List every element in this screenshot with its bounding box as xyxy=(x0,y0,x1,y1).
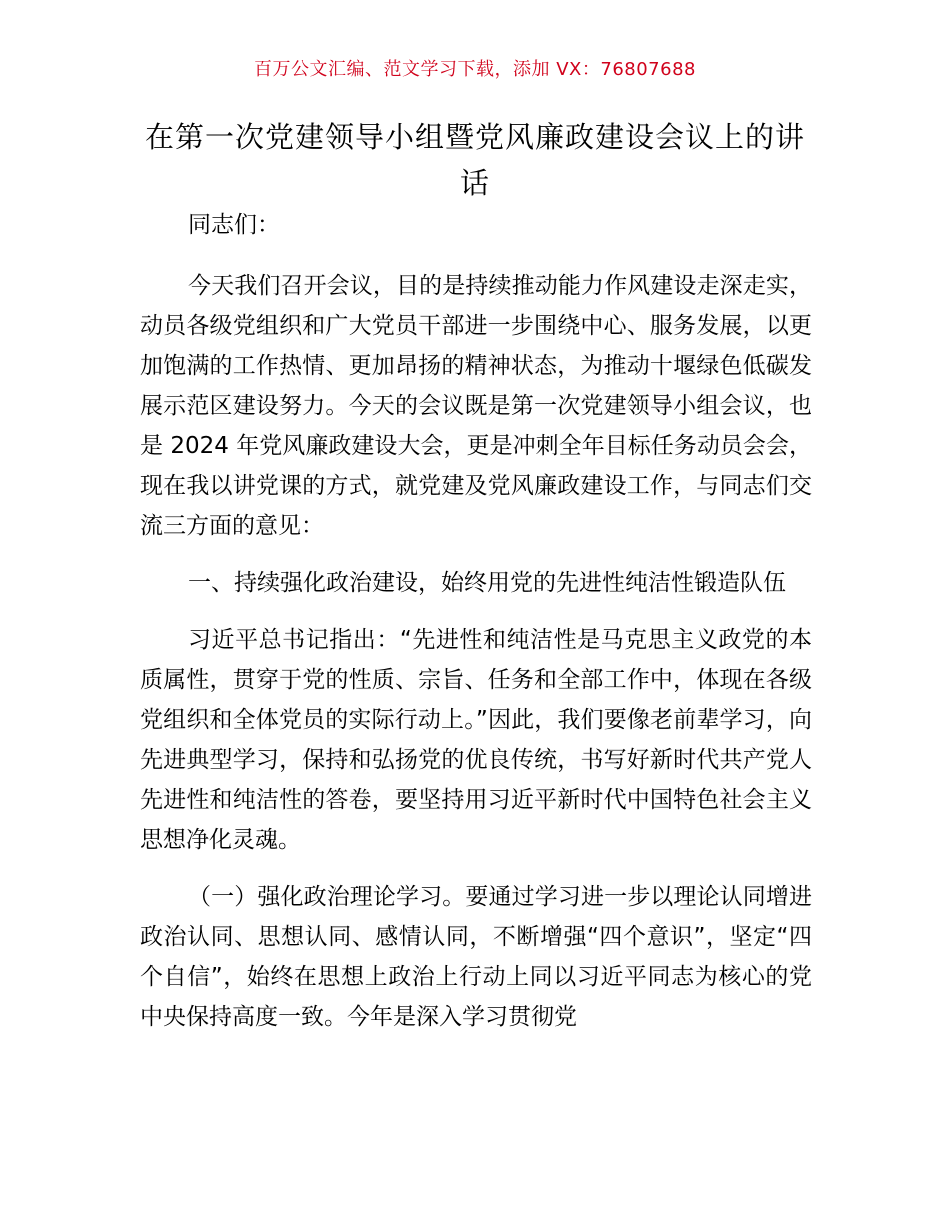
section-heading-1: 一、持续强化政治建设，始终用党的先进性纯洁性锻造队伍 xyxy=(188,570,786,596)
subsection-1: （一）强化政治理论学习。要通过学习进一步以理论认同增进政治认同、思想认同、感情认同，不断增强“四个意识”，坚定“四个自信”，始终在思想上政治上行动上同以习近平同志为核心的党中央保持高度一致。今年是深入学习贯彻党 xyxy=(140,884,812,1030)
paragraph-intro: 今天我们召开会议，目的是持续推动能力作风建设走深走实，动员各级党组织和广大党员干部进一步围绕中心、服务发展，以更加饱满的工作热情、更加昂扬的精神状态，为推动十堰绿色低碳发展示范区建设努力。今天的会议既是第一次党建领导小组会议，也是 2024 年党风廉政建设大会，更是冲刺全年目标任务动员会会，现在我以讲党课的方式，就党建及党风廉政建设工作，与同志们交流三方面的意见： xyxy=(140,273,812,539)
watermark-text: 百万公文汇编、范文学习下载，添加 VX：76807688 xyxy=(254,59,696,80)
salutation: 同志们： xyxy=(188,212,280,238)
paragraph-quote: 习近平总书记指出：“先进性和纯洁性是马克思主义政党的本质属性，贯穿于党的性质、宗旨、任务和全部工作中，体现在各级党组织和全体党员的实际行动上。”因此，我们要像老前辈学习，向先进典型学习，保持和弘扬党的优良传统，书写好新时代共产党人先进性和纯洁性的答卷，要坚持用习近平新时代中国特色社会主义思想净化灵魂。 xyxy=(140,627,812,853)
page-title: 在第一次党建领导小组暨党风廉政建设会议上的讲话 xyxy=(144,120,805,200)
document-body xyxy=(140,205,812,1054)
